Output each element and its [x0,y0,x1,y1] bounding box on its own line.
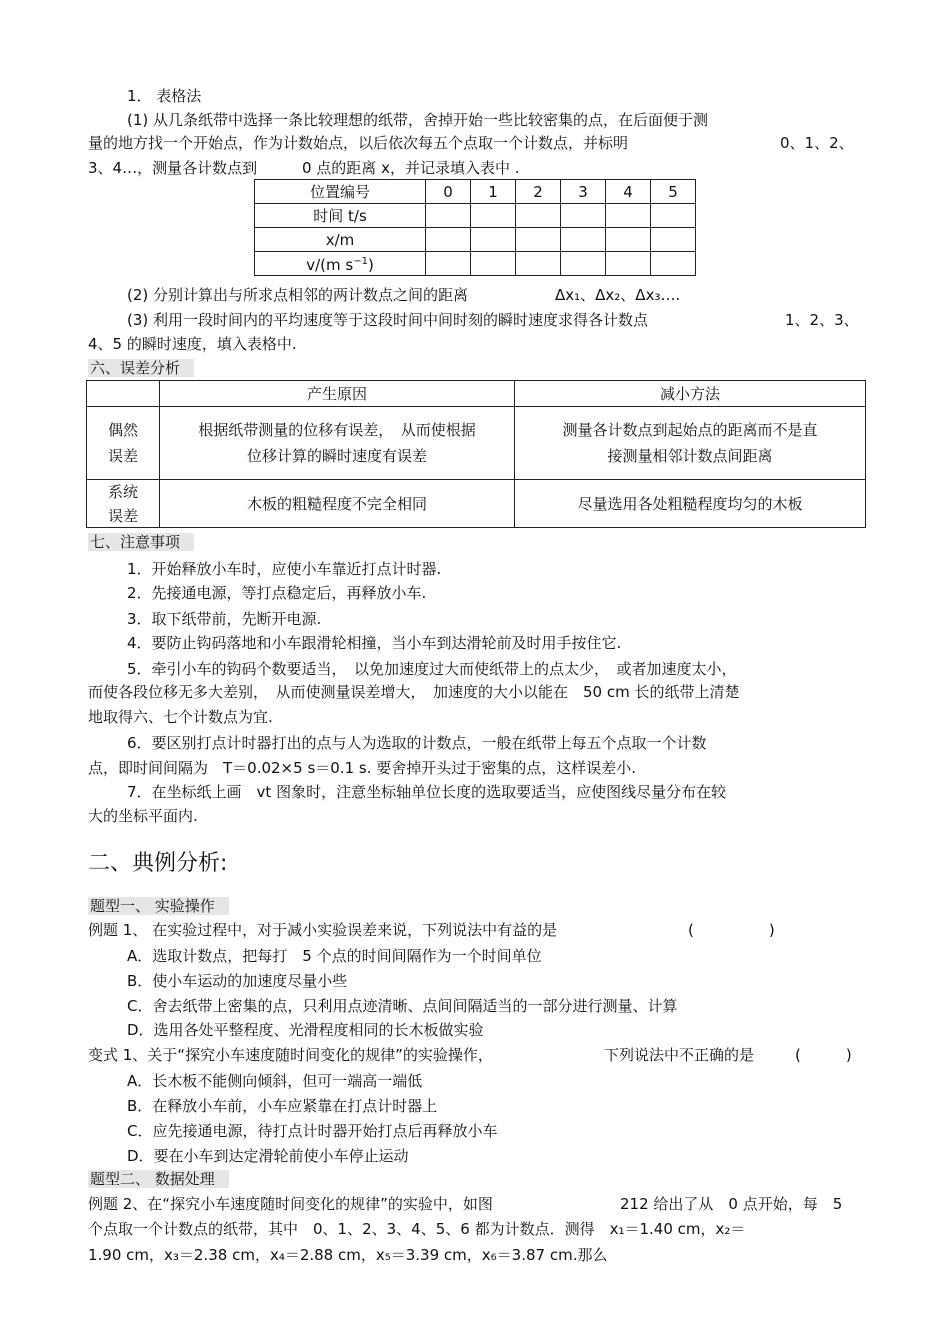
section-heading: 六、误差分析 [88,358,194,378]
table-row [255,204,696,228]
variant-question-tail: 下列说法中不正确的是 [604,1046,755,1064]
note-item-cont: 地取得六、七个计数点为宜. [88,708,273,726]
row-label: 时间 t/s [255,204,426,228]
table-row [255,252,696,276]
method-title: 1． 表格法 [127,87,202,105]
table-header-cell: 3 [561,180,606,204]
step1-line3-tail: 0 点的距离 x，并记录填入表中 . [302,159,520,177]
note-item-cont: 点，即时间间隔为 T＝0.02×5 s＝0.1 s. 要舍掉开头过于密集的点，这样误差小. [88,759,637,777]
error-type: 偶然 误差 [87,407,160,480]
option-item: D．要在小车到达定滑轮前使小车停止运动 [127,1147,409,1165]
table-row [87,407,866,480]
option-item: C．应先接通电源，待打点计时器开始打点后再释放小车 [127,1122,498,1140]
option-item: A．长木板不能侧向倾斜，但可一端高一端低 [127,1072,423,1090]
table-header-row [87,381,866,407]
error-cause: 木板的粗糙程度不完全相同 [160,480,515,528]
table-row [255,228,696,252]
note-item-cont: 而使各段位移无多大差别， 从而使测量误差增大， 加速度的大小以能在 50 cm 长的纸带上清楚 [88,683,740,701]
table-header-cell: 减小方法 [515,381,866,407]
error-cause: 根据纸带测量的位移有误差， 从而使根据 位移计算的瞬时速度有误差 [160,407,515,480]
section-heading: 七、注意事项 [88,532,194,552]
step1-line1: (1) 从几条纸带中选择一条比较理想的纸带，舍掉开始一些比较密集的点，在后面便于测 [127,111,709,129]
table-header-cell: 4 [606,180,651,204]
section-heading: 题型一、 实验操作 [88,896,229,916]
note-item: 5．牵引小车的钩码个数要适当， 以免加速度过大而使纸带上的点太少， 或者加速度太小， [127,660,737,678]
table-header-row [255,180,696,204]
step1-line2-tail: 0、1、2、 [780,134,854,152]
example-question-cont: 1.90 cm，x₃＝2.38 cm，x₄＝2.88 cm，x₅＝3.39 cm，x₆＝3.87 cm.那么 [88,1246,608,1264]
step3-line2: 4、5 的瞬时速度，填入表格中. [88,335,297,353]
step1-line3: 3、4…，测量各计数点到 [88,159,258,177]
error-fix: 尽量选用各处粗糙程度均匀的木板 [515,480,866,528]
option-item: B．使小车运动的加速度尽量小些 [127,972,348,990]
table-header-cell: 产生原因 [160,381,515,407]
error-fix: 测量各计数点到起始点的距离而不是直 接测量相邻计数点间距离 [515,407,866,480]
example-question: 例题 2、在“探究小车速度随时间变化的规律”的实验中，如图 [88,1195,493,1213]
step2-line: (2) 分别计算出与所求点相邻的两计数点之间的距离 [127,286,469,304]
row-label: v/(m $s^{-1}$) [255,252,426,276]
step1-line2: 量的地方找一个开始点，作为计数始点，以后依次每五个点取一个计数点，并标明 [88,134,629,152]
error-table [86,380,866,528]
example-question: 例题 1、 在实验过程中，对于减小实验误差来说，下列说法中有益的是 [88,921,558,939]
table-header-cell: 2 [516,180,561,204]
table-header-cell: 0 [426,180,471,204]
example-question-cont: 个点取一个计数点的纸带，其中 0、1、2、3、4、5、6 都为计数点．测得 x₁＝1.40 cm，x₂＝ [88,1220,746,1238]
note-item: 1．开始释放小车时，应使小车靠近打点计时器. [127,560,442,578]
row-label: x/m [255,228,426,252]
unit-exponent: −1 [353,256,368,267]
section-title: 二、典例分析: [88,851,228,876]
note-item: 7．在坐标纸上画 vt 图象时，注意坐标轴单位长度的选取要适当，应使图线尽量分布在较 [127,783,727,801]
step3-line1: (3) 利用一段时间内的平均速度等于这段时间中间时刻的瞬时速度求得各计数点 [127,311,649,329]
step2-tail: Δx₁、Δx₂、Δx₃…. [555,286,681,304]
option-item: A．选取计数点，把每打 5 个点的时间间隔作为一个时间单位 [127,947,542,965]
table-header-cell: 5 [651,180,696,204]
measurement-table [254,179,696,276]
note-item: 2．先接通电源，等打点稳定后，再释放小车. [127,584,427,602]
answer-paren: ( ) [795,1046,852,1064]
error-type: 系统 误差 [87,480,160,528]
example-question-tail: 212 给出了从 0 点开始，每 5 [620,1195,843,1213]
option-item: D．选用各处平整程度、光滑程度相同的长木板做实验 [127,1021,484,1039]
note-item: 3．取下纸带前，先断开电源. [127,610,322,628]
step3-line1-tail: 1、2、3、 [785,311,859,329]
note-item: 6．要区别打点计时器打出的点与人为选取的计数点，一般在纸带上每五个点取一个计数 [127,734,707,752]
option-item: C．舍去纸带上密集的点，只利用点迹清晰、点间间隔适当的一部分进行测量、计算 [127,997,678,1015]
note-item-cont: 大的坐标平面内. [88,807,198,825]
variant-question: 变式 1、关于“探究小车速度随时间变化的规律”的实验操作， [88,1046,493,1064]
note-item: 4．要防止钩码落地和小车跟滑轮相撞，当小车到达滑轮前及时用手按住它. [127,634,622,652]
answer-paren: ( ) [688,921,775,939]
table-header-cell: 1 [471,180,516,204]
section-heading: 题型二、 数据处理 [88,1169,229,1189]
option-item: B．在释放小车前，小车应紧靠在打点计时器上 [127,1097,438,1115]
table-row [87,480,866,528]
table-header-cell: 位置编号 [255,180,426,204]
